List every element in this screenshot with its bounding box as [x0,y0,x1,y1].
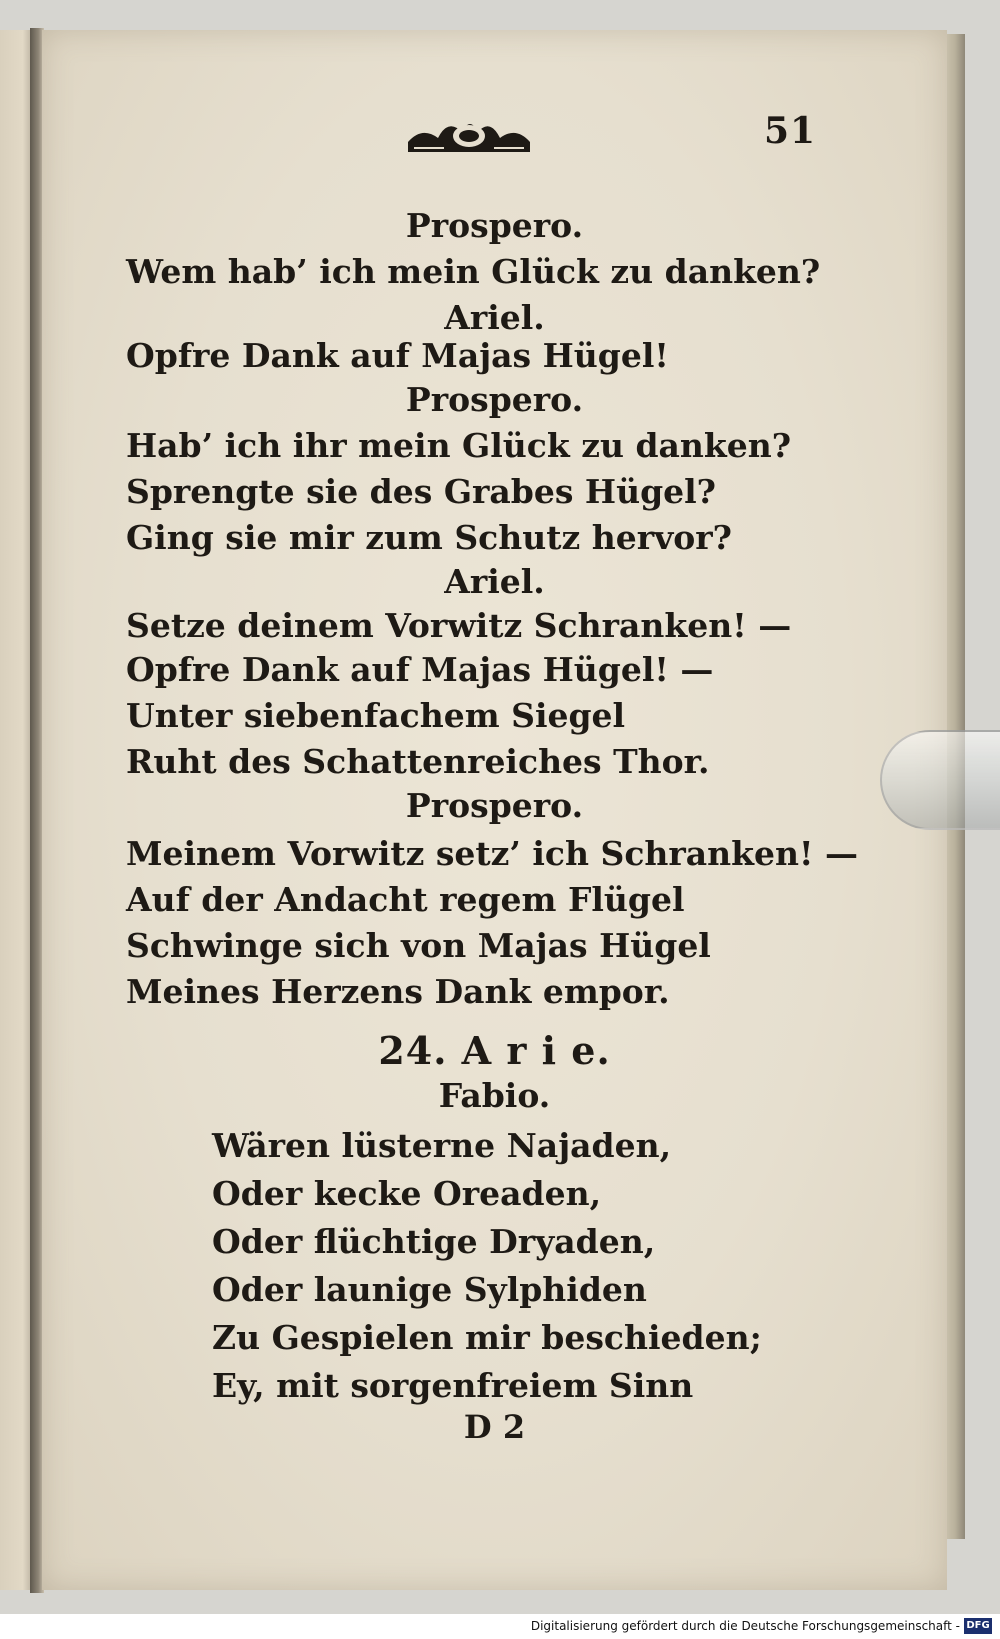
page-number: 51 [764,110,817,152]
verse-line: Setze deinem Vorwitz Schranken! — [126,606,792,645]
aria-line: Zu Gespielen mir beschieden; [212,1318,762,1357]
verse-line: Hab’ ich ihr mein Glück zu danken? [126,426,792,465]
aria-line: Oder kecke Oreaden, [212,1174,602,1213]
verse-line: Wem hab’ ich mein Glück zu danken? [126,252,821,291]
aria-line: Oder launige Sylphiden [212,1270,647,1309]
verse-line: Opfre Dank auf Majas Hügel! — [126,650,714,689]
page-clip [880,730,1000,830]
aria-line: Ey, mit sorgenfreiem Sinn [212,1366,694,1405]
verse-line: Schwinge sich von Majas Hügel [126,926,711,965]
verse-line: Ging sie mir zum Schutz hervor? [126,518,733,557]
signature-mark: D 2 [463,1408,526,1446]
verse-line: Auf der Andacht regem Flügel [126,880,685,919]
funding-note: Digitalisierung gefördert durch die Deutsche Forschungsgemeinschaft - [530,1619,960,1633]
verse-line: Sprengte sie des Grabes Hügel? [126,472,717,511]
verse-line: Unter siebenfachem Siegel [126,696,626,735]
speaker-name: Prospero. [405,380,584,419]
verse-line: Meinem Vorwitz setz’ ich Schranken! — [126,834,858,873]
verse-line: Opfre Dank auf Majas Hügel! [126,336,669,375]
verse-line: Ruht des Schattenreiches Thor. [126,742,710,781]
speaker-name: Prospero. [405,786,584,825]
aria-heading: 24. A r i e. [378,1028,611,1073]
aria-line: Wären lüsterne Najaden, [212,1126,672,1165]
page-text [42,30,947,1590]
aria-line: Oder flüchtige Dryaden, [212,1222,656,1261]
digitization-footer [0,1614,1000,1639]
speaker-name: Ariel. [444,562,545,601]
book-page [42,30,947,1590]
speaker-name: Prospero. [405,206,584,245]
speaker-name: Ariel. [444,298,545,337]
floral-vignette-icon [404,112,534,156]
dfg-logo: DFG [964,1618,992,1634]
aria-speaker: Fabio. [438,1076,551,1115]
verse-line: Meines Herzens Dank empor. [126,972,670,1011]
